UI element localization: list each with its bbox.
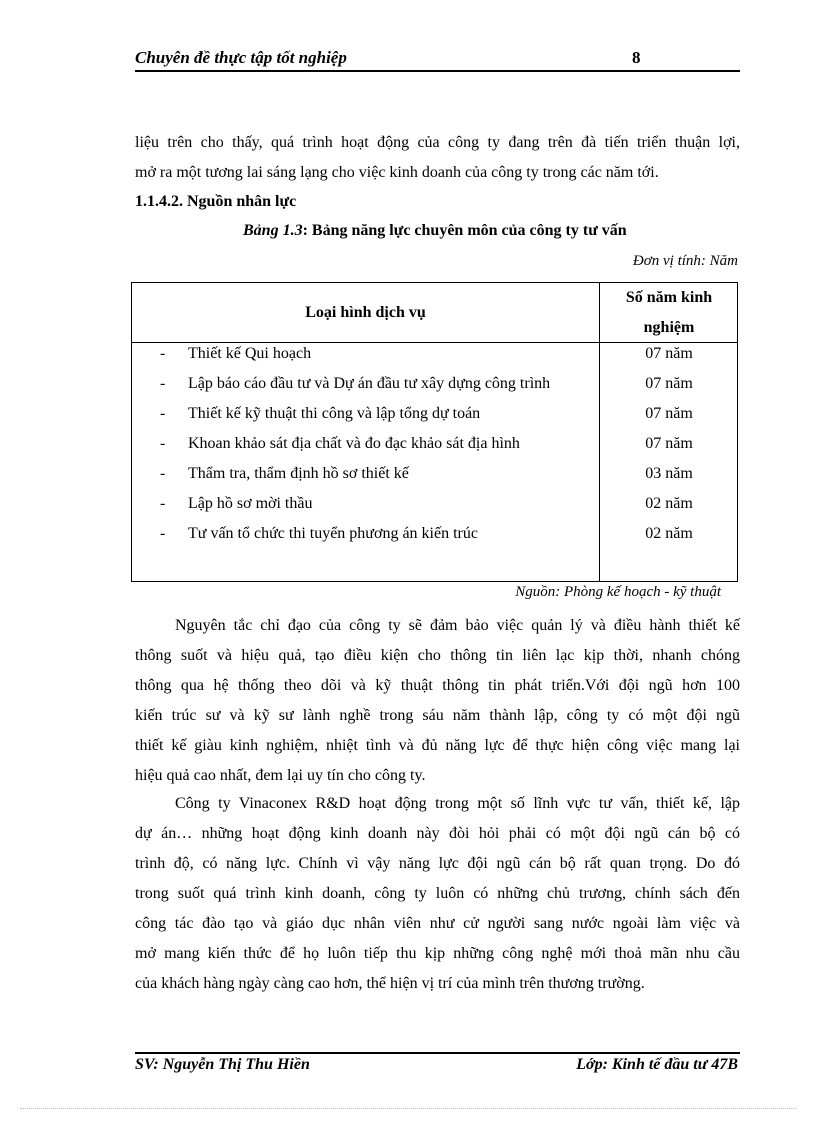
paragraph-line: thông suốt và hiệu quả, tạo điều kiện cho thông tin liên lạc kịp thời, nhanh chóng bbox=[135, 647, 740, 664]
source-note: Nguồn: Phòng kế hoạch - kỹ thuật bbox=[515, 584, 721, 600]
row-dash: - bbox=[160, 345, 166, 362]
column-header-service: Loại hình dịch vụ bbox=[305, 303, 426, 321]
paragraph-line: trình độ, có năng lực. Chính vì vậy năng lực đội ngũ cán bộ rất quan trọng. Do đó bbox=[135, 855, 740, 872]
row-dash: - bbox=[160, 435, 166, 452]
row-years: 07 năm bbox=[645, 375, 693, 392]
row-years: 02 năm bbox=[645, 495, 693, 512]
row-years: 07 năm bbox=[645, 435, 693, 452]
paragraph-3 bbox=[135, 789, 740, 999]
row-service: Lập hồ sơ mời thầu bbox=[188, 495, 313, 512]
row-service: Thiết kế kỹ thuật thi công và lập tổng dự toán bbox=[188, 405, 481, 422]
table-caption bbox=[243, 222, 627, 240]
unit-note: Đơn vị tính: Năm bbox=[632, 253, 738, 269]
page-header bbox=[135, 48, 740, 70]
page-number: 8 bbox=[632, 48, 641, 67]
table-row bbox=[132, 489, 739, 519]
table-row bbox=[132, 459, 739, 489]
paragraph-line: kiến trúc sư và kỹ sư lành nghề trong sáu năm thành lập, công ty có một đội ngũ bbox=[135, 707, 740, 724]
row-dash: - bbox=[160, 525, 166, 542]
row-years: 02 năm bbox=[645, 525, 693, 542]
row-service: Tư vấn tổ chức thi tuyển phương án kiến trúc bbox=[188, 525, 478, 542]
table-row bbox=[132, 399, 739, 429]
paragraph-line: hiệu quả cao nhất, đem lại uy tín cho công ty. bbox=[135, 767, 426, 784]
row-dash: - bbox=[160, 495, 166, 512]
intro-paragraph bbox=[135, 128, 740, 188]
header-rule bbox=[135, 70, 740, 72]
row-years: 07 năm bbox=[645, 405, 693, 422]
row-service: Lập báo cáo đầu tư và Dự án đầu tư xây dựng công trình bbox=[188, 375, 551, 392]
row-dash: - bbox=[160, 405, 166, 422]
paragraph-line: trong suốt quá trình kinh doanh, công ty luôn có những chủ trương, chính sách đến bbox=[135, 885, 740, 902]
column-header-years-line1: Số năm kinh bbox=[625, 289, 713, 306]
row-service: Thiết kế Qui hoạch bbox=[188, 345, 312, 362]
table-row bbox=[132, 429, 739, 459]
row-service: Khoan khảo sát địa chất và đo đạc khảo sát địa hình bbox=[188, 435, 520, 452]
row-service: Thẩm tra, thẩm định hồ sơ thiết kế bbox=[188, 465, 409, 482]
paragraph-line: thiết kế giàu kinh nghiệm, nhiệt tình và đủ năng lực để thực hiện công việc mang lại bbox=[135, 737, 740, 754]
paragraph-line: mở mang kiến thức để họ luôn tiếp thu kịp những công nghệ mới thoả mãn nhu cầu bbox=[135, 945, 740, 962]
paragraph-2 bbox=[135, 611, 740, 791]
table-row bbox=[132, 369, 739, 399]
paragraph-line: của khách hàng ngày càng cao hơn, thể hiện vị trí của mình trên thương trường. bbox=[135, 975, 645, 992]
paragraph-line: Công ty Vinaconex R&D hoạt động trong một số lĩnh vực tư vấn, thiết kế, lập bbox=[175, 795, 740, 812]
intro-line-1: liệu trên cho thấy, quá trình hoạt động của công ty đang trên đà tiến triển thuận lợi, bbox=[135, 134, 740, 151]
paragraph-line: công tác đào tạo và giáo dục nhân viên như cử người sang nước ngoài làm việc và bbox=[135, 915, 740, 932]
table-row bbox=[132, 339, 739, 369]
paragraph-line: Nguyên tắc chỉ đạo của công ty sẽ đảm bảo việc quản lý và điều hành thiết kế bbox=[175, 617, 740, 634]
footer-rule bbox=[135, 1052, 740, 1054]
row-years: 03 năm bbox=[645, 465, 693, 482]
column-header-years bbox=[599, 283, 739, 343]
table-row bbox=[132, 519, 739, 549]
header-title: Chuyên đề thực tập tốt nghiệp bbox=[135, 48, 347, 67]
paragraph-line: dự án… những hoạt động kinh doanh này đòi hỏi phải có một đội ngũ cán bộ có bbox=[135, 825, 740, 842]
table-caption-text: : Bảng năng lực chuyên môn của công ty tư vấn bbox=[302, 222, 627, 239]
row-dash: - bbox=[160, 465, 166, 482]
competency-table bbox=[131, 282, 738, 582]
table-caption-label: Bảng 1.3 bbox=[243, 222, 303, 239]
page-edge-divider bbox=[20, 1108, 796, 1109]
intro-line-2: mở ra một tương lai sáng lạng cho việc kinh doanh của công ty trong các năm tới. bbox=[135, 164, 659, 181]
section-heading: 1.1.4.2. Nguồn nhân lực bbox=[135, 193, 297, 210]
row-years: 07 năm bbox=[645, 345, 693, 362]
footer-student: SV: Nguyễn Thị Thu Hiền bbox=[135, 1056, 310, 1073]
row-dash: - bbox=[160, 375, 166, 392]
footer-class: Lớp: Kinh tế đầu tư 47B bbox=[576, 1056, 738, 1073]
paragraph-line: thông qua hệ thống theo dõi và kỹ thuật thông tin phát triển.Với đội ngũ hơn 100 bbox=[135, 677, 740, 694]
column-header-years-line2: nghiệm bbox=[643, 319, 695, 336]
